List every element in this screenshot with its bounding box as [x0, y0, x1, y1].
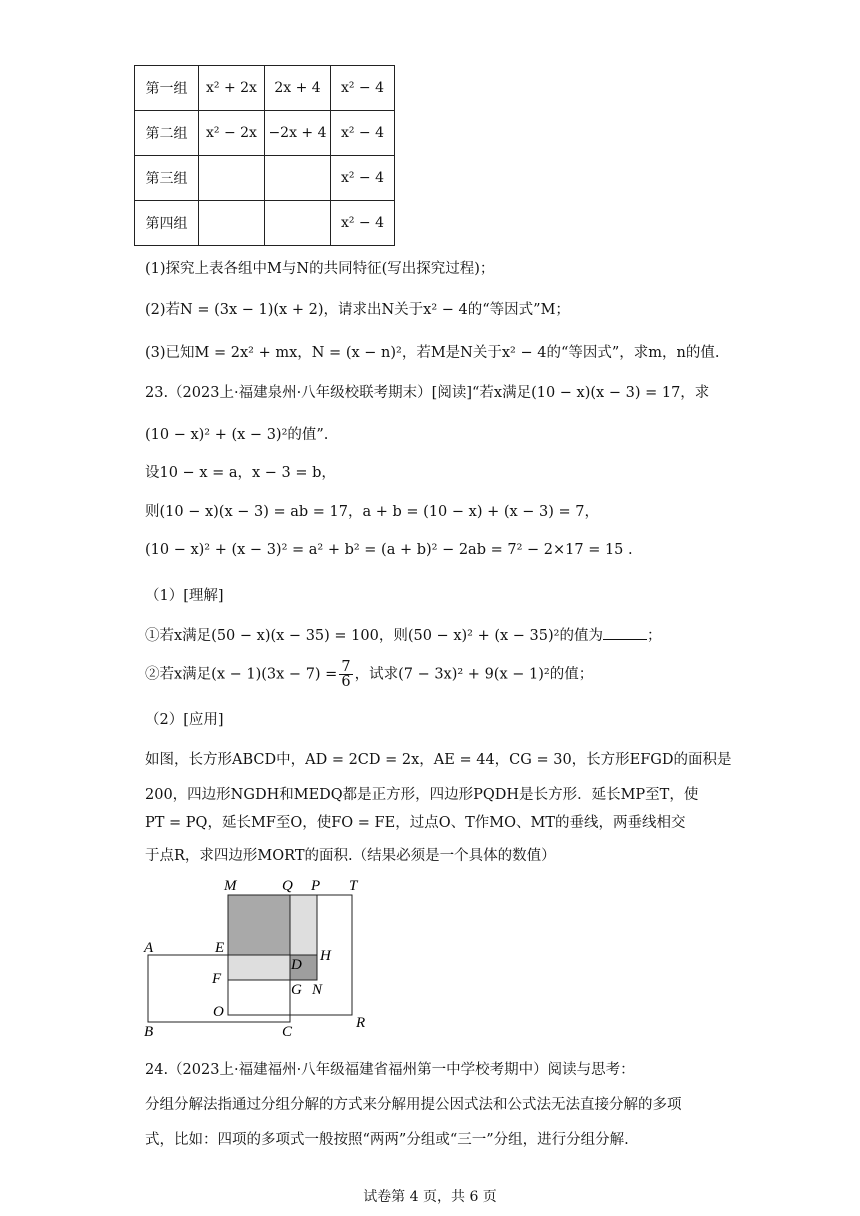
cell-n: [265, 156, 331, 201]
cell-p: x² − 4: [331, 156, 395, 201]
table-row: [135, 111, 395, 156]
label-e: E: [215, 940, 225, 956]
cell-n: 2x + 4: [265, 66, 331, 111]
question-1: (1)探究上表各组中M与N的共同特征(写出探究过程)；: [145, 261, 495, 277]
rect-pqdh: [290, 895, 317, 955]
substitution-line: 设10 − x = a，x − 3 = b，: [145, 465, 336, 481]
label-d: D: [291, 957, 302, 973]
square-medq: [228, 895, 290, 955]
understand-q2: ②若x满足(x − 1)(3x − 7) = $\frac{7}{6}$ ，试求(7 − 3x)² + 9(x − 1)²的值；: [145, 659, 594, 690]
fraction-seven-sixths: $\frac{7}{6}$: [341, 659, 351, 690]
cell-p: x² − 4: [331, 66, 395, 111]
problem-24-heading: 24.（2023上·福建福州·八年级福建省福州第一中学校考期中）阅读与思考：: [145, 1062, 635, 1078]
label-g: G: [291, 982, 302, 998]
cell-n: −2x + 4: [265, 111, 331, 156]
label-q: Q: [282, 878, 293, 894]
apply-line-2: 200，四边形NGDH和MEDQ都是正方形，四边形PQDH是长方形．延长MP至T，使: [145, 787, 699, 803]
answer-blank: [603, 627, 647, 640]
section-understand: （1）[理解]: [145, 588, 224, 604]
label-r: R: [356, 1015, 366, 1031]
cell-p: x² − 4: [331, 201, 395, 246]
label-c: C: [282, 1024, 293, 1040]
cell-p: x² − 4: [331, 111, 395, 156]
problem-23-heading-cont: (10 − x)² + (x − 3)²的值”.: [145, 427, 329, 443]
apply-line-1: 如图，长方形ABCD中，AD = 2CD = 2x，AE = 44，CG = 30，长方形EFGD的面积是: [145, 752, 732, 768]
question-3: (3)已知M = 2x² + mx，N = (x − n)²，若M是N关于x² − 4的“等因式”，求m，n的值.: [145, 345, 720, 361]
label-m: M: [224, 878, 237, 894]
label-h: H: [320, 948, 331, 964]
cell-m: x² + 2x: [199, 66, 265, 111]
cell-m: x² − 2x: [199, 111, 265, 156]
table-row: [135, 156, 395, 201]
problem-24-line-2: 式，比如：四项的多项式一般按照“两两”分组或“三一”分组，进行分组分解.: [145, 1132, 629, 1148]
cell-m: [199, 156, 265, 201]
label-o: O: [213, 1004, 224, 1020]
question-2: (2)若N = (3x − 1)(x + 2)，请求出N关于x² − 4的“等因式”M；: [145, 302, 570, 318]
group-label: 第二组: [135, 111, 199, 156]
group-label: 第三组: [135, 156, 199, 201]
cell-m: [199, 201, 265, 246]
label-a: A: [144, 940, 154, 956]
problem-24-line-1: 分组分解法指通过分组分解的方式来分解用提公因式法和公式法无法直接分解的多项: [145, 1097, 682, 1113]
derivation-line-1: 则(10 − x)(x − 3) = ab = 17，a + b = (10 − x) + (x − 3) = 7，: [145, 504, 600, 520]
understand-q1: ①若x满足(50 − x)(x − 35) = 100，则(50 − x)² + (x − 35)²的值为 ；: [145, 628, 662, 644]
page-footer: 试卷第 4 页，共 6 页: [363, 1189, 497, 1205]
rect-efgd: [228, 955, 290, 980]
label-p: P: [311, 878, 321, 894]
apply-line-4: 于点R，求四边形MORT的面积.（结果必须是一个具体的数值）: [145, 848, 556, 864]
label-b: B: [144, 1024, 154, 1040]
table-row: [135, 201, 395, 246]
section-apply: （2）[应用]: [145, 712, 224, 728]
group-label: 第一组: [135, 66, 199, 111]
derivation-line-2: (10 − x)² + (x − 3)² = a² + b² = (a + b)² − 2ab = 7² − 2×17 = 15 .: [145, 542, 633, 558]
label-f: F: [212, 971, 222, 987]
apply-line-3: PT = PQ，延长MF至O，使FO = FE，过点O、T作MO、MT的垂线，两垂线相交: [145, 815, 686, 831]
table-row: [135, 66, 395, 111]
rectangle-figure: [140, 870, 380, 1040]
groups-table: [134, 65, 395, 246]
problem-23-heading: 23.（2023上·福建泉州·八年级校联考期末）[阅读]“若x满足(10 − x)(x − 3) = 17，求: [145, 385, 710, 401]
label-t: T: [349, 878, 358, 894]
label-n: N: [312, 982, 323, 998]
group-label: 第四组: [135, 201, 199, 246]
cell-n: [265, 201, 331, 246]
